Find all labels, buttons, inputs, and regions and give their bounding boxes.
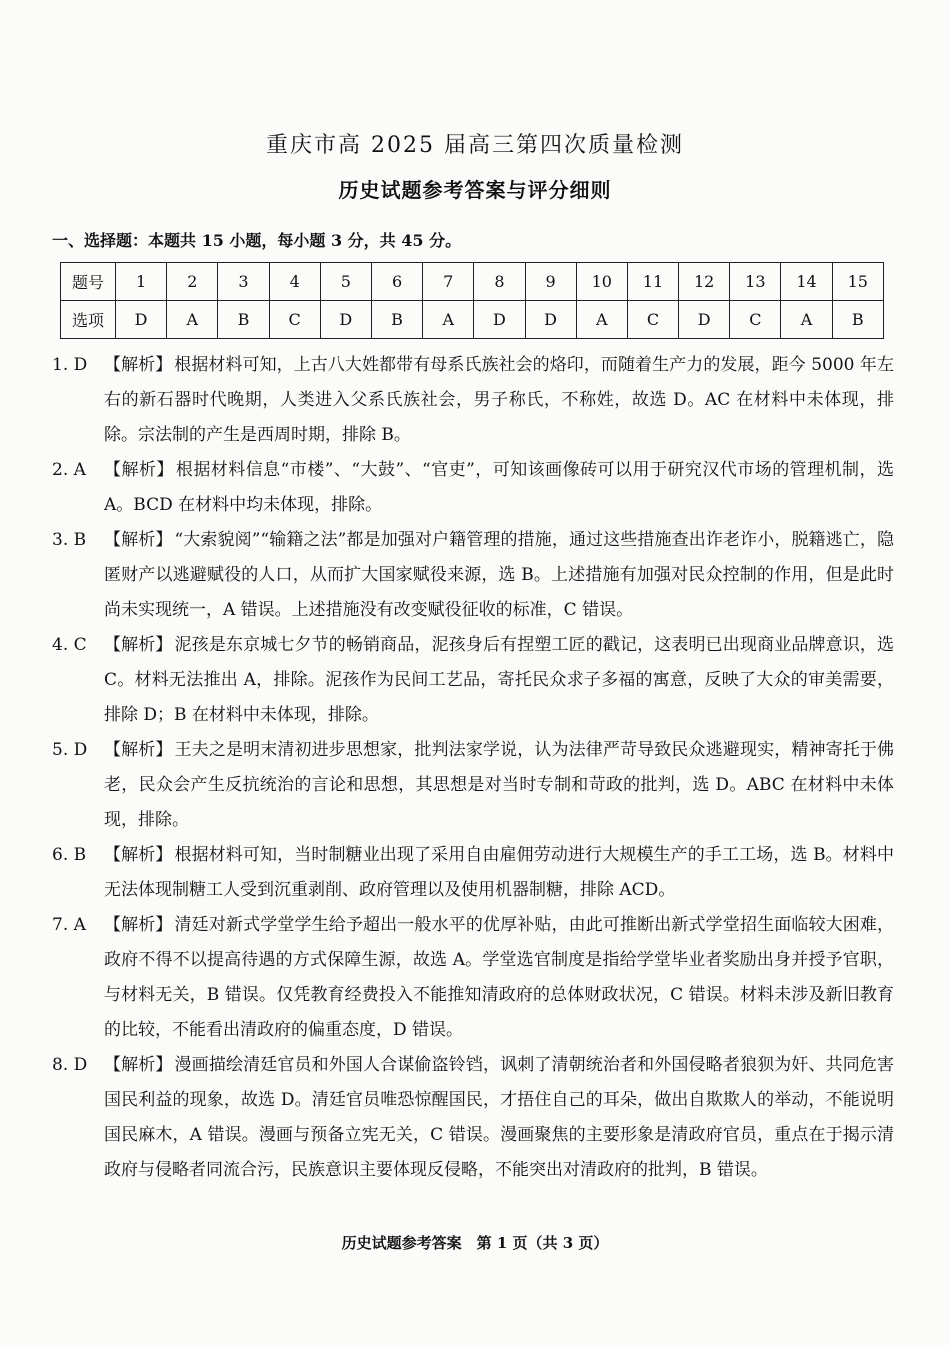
- question-number-cell: 15: [832, 263, 883, 301]
- answer-choice-cell: B: [371, 301, 422, 339]
- explanation-number: 2. A: [52, 460, 86, 480]
- answer-choice-cell: C: [730, 301, 781, 339]
- explanation-item: [52, 348, 894, 453]
- explanation-tag: 【解析】: [104, 530, 173, 550]
- explanation-number: 6. B: [52, 845, 87, 865]
- question-number-cell: 8: [474, 263, 525, 301]
- explanation-item: [52, 523, 894, 628]
- answer-choice-cell: D: [525, 301, 576, 339]
- question-number-cell: 14: [781, 263, 832, 301]
- document-title: 重庆市高 2025 届高三第四次质量检测: [266, 133, 684, 158]
- explanation-text: 清廷对新式学堂学生给予超出一般水平的优厚补贴，由此可推断出新式学堂招生面临较大困难，政府不得不以提高待遇的方式保障生源，故选 A。学堂选官制度是指给学堂毕业者奖励出身并授予官职，与材料无关，B 错误。仅凭教育经费投入不能推知清政府的总体财政状况，C 错误。材料未涉及新旧教育的比较，不能看出清政府的偏重态度，D 错误。: [104, 915, 895, 1040]
- answer-choice-cell: A: [576, 301, 627, 339]
- explanation-text: 根据材料可知，上古八大姓都带有母系氏族社会的烙印，而随着生产力的发展，距今 5000 年左右的新石器时代晚期，人类进入父系氏族社会，男子称氏，不称姓，故选 D。AC 在材料中未体现，排除。宗法制的产生是西周时期，排除 B。: [104, 355, 894, 445]
- question-number-cell: 12: [679, 263, 730, 301]
- explanation-item: [52, 838, 894, 908]
- explanation-tag: 【解析】: [104, 845, 173, 865]
- answer-table-choice-row: [61, 301, 884, 339]
- explanation-list: [52, 348, 894, 1188]
- explanation-text: 王夫之是明末清初进步思想家，批判法家学说，认为法律严苛导致民众逃避现实，精神寄托于佛老，民众会产生反抗统治的言论和思想，其思想是对当时专制和苛政的批判，选 D。ABC 在材料中未体现，排除。: [104, 740, 895, 830]
- answer-choice-cell: A: [781, 301, 832, 339]
- explanation-tag: 【解析】: [104, 635, 173, 655]
- answer-choice-cell: D: [116, 301, 167, 339]
- explanation-tag: 【解析】: [104, 460, 174, 480]
- question-number-cell: 3: [218, 263, 269, 301]
- explanation-number: 1. D: [52, 355, 88, 375]
- explanation-number: 7. A: [52, 915, 86, 935]
- explanation-number: 3. B: [52, 530, 87, 550]
- answer-table-row-label: 题号: [61, 263, 116, 301]
- explanation-tag: 【解析】: [104, 355, 173, 375]
- question-number-cell: 13: [730, 263, 781, 301]
- explanation-text: 泥孩是东京城七夕节的畅销商品，泥孩身后有捏塑工匠的戳记，这表明已出现商业品牌意识，选 C。材料无法推出 A，排除。泥孩作为民间工艺品，寄托民众求子多福的寓意，反映了大众的审美需要，排除 D；B 在材料中未体现，排除。: [104, 635, 895, 725]
- page-footer: 历史试题参考答案 第 1 页（共 3 页）: [341, 1234, 609, 1252]
- explanation-number: 8. D: [52, 1055, 88, 1075]
- question-number-cell: 7: [423, 263, 474, 301]
- explanation-item: [52, 453, 894, 523]
- question-number-cell: 4: [269, 263, 320, 301]
- document-subtitle: 历史试题参考答案与评分细则: [338, 178, 612, 202]
- explanation-number: 5. D: [52, 740, 88, 760]
- explanation-text: 漫画描绘清廷官员和外国人合谋偷盗铃铛，讽刺了清朝统治者和外国侵略者狼狈为奸、共同危害国民利益的现象，故选 D。清廷官员唯恐惊醒国民，才捂住自己的耳朵，做出自欺欺人的举动，不能说明国民麻木，A 错误。漫画与预备立宪无关，C 错误。漫画聚焦的主要形象是清政府官员，重点在于揭示清政府与侵略者同流合污，民族意识主要体现反侵略，不能突出对清政府的批判，B 错误。: [104, 1055, 895, 1180]
- explanation-item: [52, 628, 894, 733]
- question-number-cell: 1: [116, 263, 167, 301]
- answer-choice-cell: B: [832, 301, 883, 339]
- answer-choice-cell: A: [167, 301, 218, 339]
- explanation-text: “大索貌阅”“输籍之法”都是加强对户籍管理的措施，通过这些措施查出诈老诈小，脱籍逃亡，隐匿财产以逃避赋役的人口，从而扩大国家赋役来源，选 B。上述措施有加强对民众控制的作用，但是此时尚未实现统一，A 错误。上述措施没有改变赋役征收的标准，C 错误。: [104, 530, 895, 620]
- explanation-text: 根据材料可知，当时制糖业出现了采用自由雇佣劳动进行大规模生产的手工工场，选 B。材料中无法体现制糖工人受到沉重剥削、政府管理以及使用机器制糖，排除 ACD。: [104, 845, 894, 900]
- answer-choice-cell: B: [218, 301, 269, 339]
- answer-choice-cell: D: [474, 301, 525, 339]
- answer-table-row-label: 选项: [61, 301, 116, 339]
- explanation-tag: 【解析】: [104, 915, 173, 935]
- explanation-tag: 【解析】: [104, 1055, 173, 1075]
- question-number-cell: 6: [371, 263, 422, 301]
- answer-choice-cell: D: [679, 301, 730, 339]
- answer-choice-cell: D: [320, 301, 371, 339]
- explanation-item: [52, 1048, 894, 1188]
- question-number-cell: 10: [576, 263, 627, 301]
- question-number-cell: 9: [525, 263, 576, 301]
- answer-choice-cell: C: [269, 301, 320, 339]
- question-number-cell: 11: [627, 263, 678, 301]
- explanation-number: 4. C: [52, 635, 87, 655]
- explanation-item: [52, 908, 894, 1048]
- section-heading: 一、选择题：本题共 15 小题，每小题 3 分，共 45 分。: [52, 231, 462, 250]
- question-number-cell: 2: [167, 263, 218, 301]
- explanation-text: 根据材料信息“市楼”、“大鼓”、“官吏”，可知该画像砖可以用于研究汉代市场的管理机制，选 A。BCD 在材料中均未体现，排除。: [104, 460, 894, 515]
- answer-table-number-row: [61, 263, 884, 301]
- answer-table: [60, 262, 884, 339]
- explanation-item: [52, 733, 894, 838]
- explanation-tag: 【解析】: [104, 740, 173, 760]
- question-number-cell: 5: [320, 263, 371, 301]
- answer-choice-cell: A: [423, 301, 474, 339]
- answer-choice-cell: C: [627, 301, 678, 339]
